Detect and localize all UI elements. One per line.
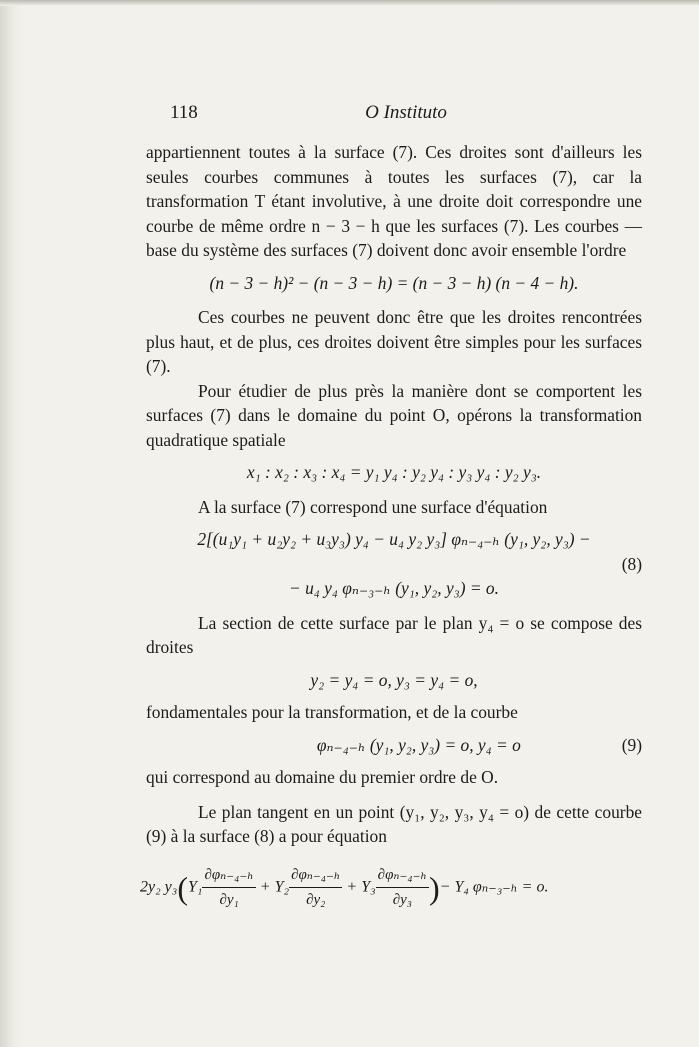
- page-binding-edge: [0, 0, 22, 1047]
- equation-prefix: 2y₂ y₃: [140, 878, 178, 896]
- equation-suffix: − Y₄ φₙ₋₃₋ₕ = o.: [439, 878, 549, 896]
- equation-number-row: [146, 552, 642, 577]
- fraction-denominator: ∂y₁: [219, 892, 239, 908]
- term-coef: + Y₃: [346, 878, 376, 896]
- page-header: [170, 102, 642, 128]
- fraction: [289, 863, 342, 913]
- page-top-shadow: [0, 0, 699, 6]
- paragraph: qui correspond au domaine du premier ordre de O.: [146, 767, 499, 787]
- equation-line: − u₄ y₄ φₙ₋₃₋ₕ (y₁, y₂, y₃) = o.: [289, 578, 499, 598]
- equation-row: [146, 733, 642, 758]
- equation: φₙ₋₄₋ₕ (y₁, y₂, y₃) = o, y₄ = o: [316, 734, 521, 755]
- paragraph: Le plan tangent en un point (y₁, y₂, y₃, y₄ = o) de cette courbe (9) à la surface (8) a pour équation: [146, 801, 642, 846]
- paragraph: appartiennent toutes à la surface (7). Ces droites sont d'ailleurs les seules courbes communes à toutes les surfaces (7), car la transformation T étant involutive, à une droite doit correspondre une courbe de même ordre n − 3 − h que les surfaces (7). Les courbes — base du système des surfaces (7) doivent donc avoir ensemble l'ordre: [146, 142, 642, 260]
- fraction-numerator: ∂φₙ₋₄₋ₕ: [202, 863, 255, 889]
- fraction-numerator: ∂φₙ₋₄₋ₕ: [289, 863, 342, 889]
- tangent-plane-equation: [140, 863, 642, 913]
- close-paren: ): [429, 869, 440, 906]
- paragraph: A la surface (7) correspond une surface d'équation: [198, 496, 548, 517]
- equation: x₁ : x₂ : x₃ : x₄ = y₁ y₄ : y₂ y₄ : y₃ y₄ : y₂ y₃.: [246, 462, 542, 482]
- fraction: [202, 863, 255, 913]
- fraction-denominator: ∂y₂: [306, 892, 326, 908]
- page-body: [140, 140, 642, 913]
- paragraph: Pour étudier de plus près la manière dont se comportent les surfaces (7) dans le domaine du point O, opérons la transformation quadratique spatiale: [146, 380, 642, 450]
- term-coef: Y₁: [187, 878, 203, 896]
- open-paren: (: [177, 869, 188, 906]
- equation: (n − 3 − h)² − (n − 3 − h) = (n − 3 − h) (n − 4 − h).: [209, 272, 579, 293]
- paragraph: La section de cette surface par le plan y₄ = o se compose des droites: [146, 612, 642, 657]
- term-coef: + Y₂: [259, 878, 290, 896]
- paragraph: Ces courbes ne peuvent donc être que les droites rencontrées plus haut, et de plus, ces droites doivent être simples pour les surfaces (7).: [146, 307, 642, 376]
- page-number: 118: [170, 102, 198, 123]
- running-title: O Instituto: [365, 102, 447, 123]
- equation-line: 2[(u₁y₁ + u₂y₂ + u₃y₃) y₄ − u₄ y₂ y₃] φₙ₋₄₋ₕ (y₁, y₂, y₃) −: [197, 529, 591, 549]
- fraction-numerator: ∂φₙ₋₄₋ₕ: [376, 863, 429, 889]
- equation-number: (9): [621, 734, 642, 755]
- equation: y₂ = y₄ = o, y₃ = y₄ = o,: [310, 669, 478, 690]
- fraction: [376, 863, 429, 913]
- equation-number: (8): [621, 553, 642, 574]
- paragraph: fondamentales pour la transformation, et de la courbe: [146, 702, 518, 722]
- fraction-denominator: ∂y₃: [392, 892, 412, 908]
